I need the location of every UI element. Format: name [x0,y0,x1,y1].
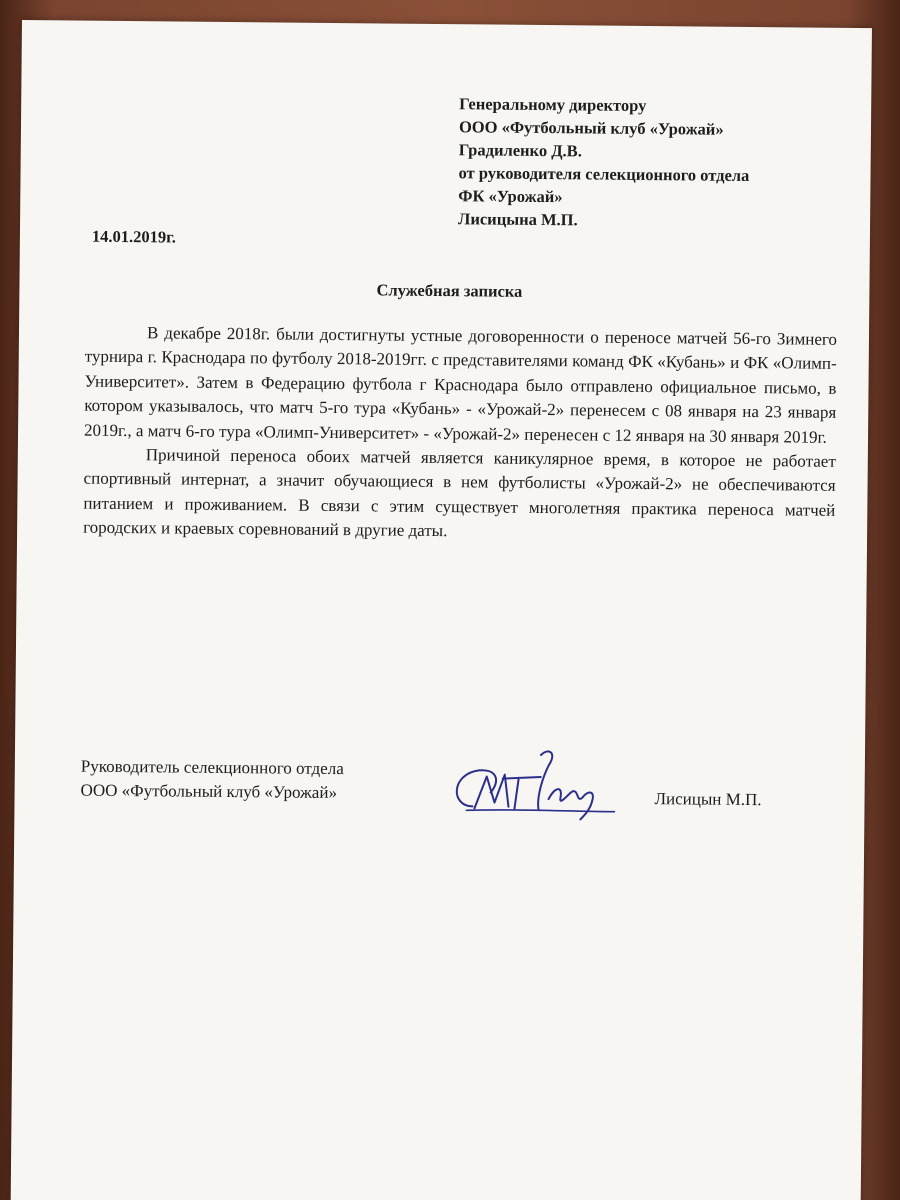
signer-name: Лисицын М.П. [654,789,762,810]
addressee-line: Генеральному директору [459,94,647,115]
body-paragraph: В декабре 2018г. были достигнуты устные договоренности о переносе матчей 56-го Зимнего турнира г. Краснодара по футболу 2018-2019гг. с представителями команд ФК «Кубань» и ФК «Олимп-Университет». Затем в Федерацию футбола г Краснодара было отправлено официальное письмо, в котором указывалось, что матч 5-го тура «Кубань» - «Урожай-2» перенесем с 08 января на 23 января 2019г., а матч 6-го тура «Олимп-Университет» - «Урожай-2» перенесен с 12 января на 30 января 2019г. [83,323,838,447]
addressee-line: от руководителя селекционного отдела [458,163,750,185]
body-paragraph: Причиной переноса обоих матчей является каникулярное время, в которое не работает спортивный интернат, а значит обучающиеся в нем футболисты «Урожай-2» не обеспечиваются питанием и проживанием. В связи с этим существует многолетняя практика переноса матчей городских и краевых соревнований в другие даты. [83,445,836,541]
addressee-line: ФК «Урожай» [458,186,563,207]
addressee-line: Градиленко Д.В. [458,140,582,161]
addressee-line: ООО «Футбольный клуб «Урожай» [458,117,724,139]
paper-sheet [11,20,872,1200]
addressee-block [458,92,859,234]
document-date: 14.01.2019г. [91,226,177,247]
handwritten-signature [444,736,620,828]
document-title: Служебная записка [376,280,523,301]
document-content [11,20,872,1200]
position-line: ООО «Футбольный клуб «Урожай» [80,780,338,803]
addressee-line: Лисицына М.П. [458,209,578,230]
memo-body [83,321,837,548]
position-line: Руководитель селекционного отдела [80,756,344,779]
signatory-position [80,755,343,806]
